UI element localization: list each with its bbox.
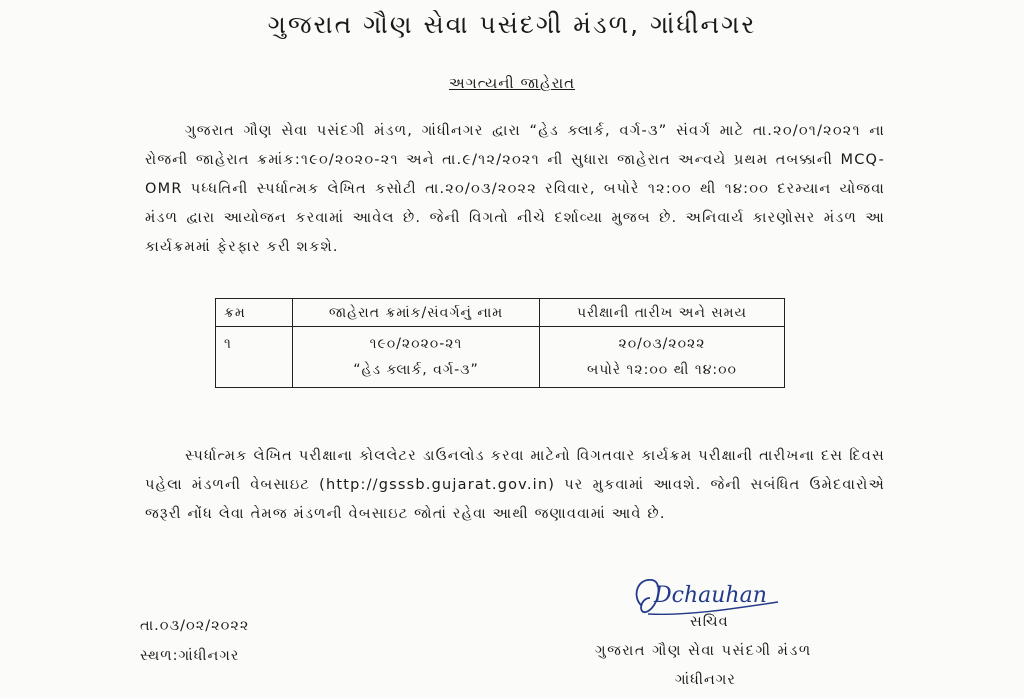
header-serial: ક્રમ xyxy=(216,299,293,327)
header-date-time: પરીક્ષાની તારીખ અને સમય xyxy=(540,299,785,327)
signature xyxy=(628,568,788,620)
table-header-row xyxy=(216,299,785,327)
notice-title: ગુજરાત ગૌણ સેવા પસંદગી મંડળ, ગાંધીનગર xyxy=(267,10,757,39)
table-row xyxy=(216,327,785,388)
header-advt: જાહેરાત ક્રમાંક/સંવર્ગનું નામ xyxy=(293,299,540,327)
exam-schedule-table xyxy=(215,298,785,388)
notice-subtitle-text: અગત્યની જાહેરાત xyxy=(448,74,576,92)
signatory-role: સચિવ xyxy=(690,614,729,630)
notice-place: સ્થળ:ગાંધીનગર xyxy=(140,648,240,664)
notice-paragraph-2: સ્પર્ધાત્મક લેખિત પરીક્ષાના કોલલેટર ડાઉનલોડ કરવા માટેનો વિગતવાર કાર્યક્રમ પરીક્ષાની તારીખના દસ દિવસ પહેલા મંડળની વેબસાઇટ (http://gsssb.gujarat.gov.in) પર મુકવામાં આવશે. જેની સબંધિત ઉમેદવારોએ જરૂરી નોંધ લેવા તેમજ મંડળની વેબસાઇટ જોતાં રહેવા આથી જણાવવામાં આવે છે. xyxy=(145,448,885,522)
notice-date: તા.૦૩/૦૨/૨૦૨૨ xyxy=(140,618,250,634)
exam-date: ૨૦/૦૩/૨૦૨૨ xyxy=(618,336,706,352)
signatory-city: ગાંધીનગર xyxy=(675,672,736,688)
cell-advt xyxy=(293,327,540,388)
notice-subtitle xyxy=(0,74,1024,92)
advt-number: ૧૯૦/૨૦૨૦-૨૧ xyxy=(369,336,463,352)
cadre-name: “હેડ ક્લાર્ક, વર્ગ-૩” xyxy=(353,362,479,378)
notice-paragraph-1: ગુજરાત ગૌણ સેવા પસંદગી મંડળ, ગાંધીનગર દ્વારા “હેડ ક્લાર્ક, વર્ગ-૩” સંવર્ગ માટે તા.૨૦/૦૧/૨૦૨૧ ના રોજની જાહેરાત ક્રમાંક:૧૯૦/૨૦૨૦-૨૧ અને તા.૯/૧૨/૨૦૨૧ ની સુધારા જાહેરાત અન્વયે પ્રથમ તબક્કાની MCQ-OMR પધ્ધતિની સ્પર્ધાત્મક લેખિત કસોટી તા.૨૦/૦૩/૨૦૨૨ રવિવાર, બપોરે ૧૨:૦૦ થી ૧૪:૦૦ દરમ્યાન યોજવા મંડળ દ્વારા આયોજન કરવામાં આવેલ છે. જેની વિગતો નીચે દર્શાવ્યા મુજબ છે. અનિવાર્ય કારણોસર મંડળ આ કાર્યક્રમમાં ફેરફાર કરી શકશે. xyxy=(145,123,885,255)
signatory-org: ગુજરાત ગૌણ સેવા પસંદગી મંડળ xyxy=(595,643,812,659)
cell-date-time xyxy=(540,327,785,388)
signature-text: Dchauhan xyxy=(654,583,767,608)
exam-time: બપોરે ૧૨:૦૦ થી ૧૪:૦૦ xyxy=(587,362,737,378)
cell-serial: ૧ xyxy=(216,327,293,388)
